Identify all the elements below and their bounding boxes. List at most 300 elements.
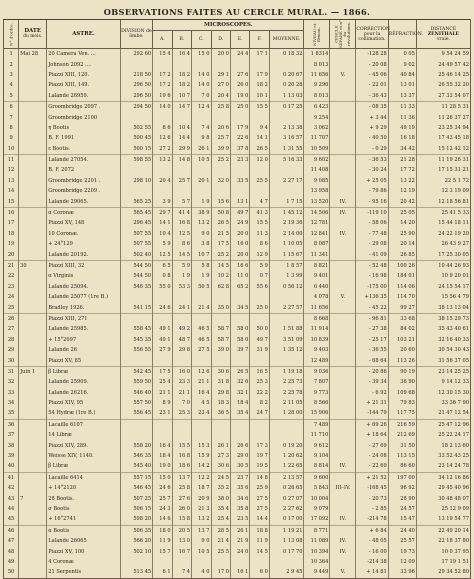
cell-astre: η Bootis bbox=[47, 123, 121, 133]
cell-date bbox=[19, 302, 47, 313]
cell-mic-b: 18 2 bbox=[172, 80, 191, 90]
cell-mic-a: 6 1 bbox=[153, 567, 172, 578]
cell-moyenne: 1 28 00 bbox=[269, 408, 304, 419]
cell-date bbox=[19, 419, 47, 430]
cell-moyenne: 1 19 18 bbox=[269, 366, 304, 377]
cell-mic-c: 21 3 bbox=[192, 504, 211, 514]
cell-cercle bbox=[330, 430, 356, 440]
cell-refraction: 17 72 bbox=[388, 165, 416, 175]
cell-mic-b bbox=[172, 419, 191, 430]
cell-collimation: - 20 08 bbox=[356, 59, 388, 69]
header-mic-f: F. bbox=[250, 31, 269, 49]
cell-mic-e: 26 6 bbox=[230, 440, 249, 450]
cell-mic-b: 21 1 bbox=[172, 388, 191, 398]
cell-date bbox=[19, 440, 47, 450]
cell-mic-c: 1 9 bbox=[192, 271, 211, 281]
cell-mic-b: 14 7 bbox=[172, 101, 191, 112]
cell-division: 507 55 bbox=[120, 229, 152, 239]
cell-distance: 13 19 54 77 bbox=[416, 514, 470, 525]
cell-astre: + 16°2741 bbox=[47, 514, 121, 525]
cell-division: 546 45 bbox=[120, 483, 152, 493]
cell-division: 296 45 bbox=[120, 218, 152, 228]
cell-refraction: 184 01 bbox=[388, 271, 416, 281]
cell-collimation: + 6 84 bbox=[356, 525, 388, 536]
cell-mic-a: 27 2 bbox=[153, 144, 172, 155]
cell-mic-e bbox=[230, 292, 249, 302]
cell-refraction: 96 92 bbox=[388, 483, 416, 493]
table-row bbox=[4, 133, 471, 143]
cell-astre: Lalande 20192. bbox=[47, 249, 121, 260]
cell-mic-c: 20 9 bbox=[192, 493, 211, 503]
header-mic-a: A. bbox=[153, 31, 172, 49]
cell-division bbox=[120, 313, 152, 324]
cell-refraction: 100 26 bbox=[388, 260, 416, 271]
cell-mic-e bbox=[230, 419, 249, 430]
cell-mic-f: 41 3 bbox=[250, 207, 269, 218]
cell-distance: 22 18 37 80 bbox=[416, 536, 470, 546]
cell-mic-c: 7 4 bbox=[192, 123, 211, 133]
cell-moyenne: 1 51 88 bbox=[269, 324, 304, 334]
table-row bbox=[4, 260, 471, 271]
cell-refraction: 16 18 bbox=[388, 133, 416, 143]
table-row bbox=[4, 239, 471, 249]
cell-mic-e: 20 0 bbox=[230, 249, 249, 260]
cell-date bbox=[19, 345, 47, 355]
cell-niveau: 8 013 bbox=[304, 59, 330, 69]
cell-niveau: 9 085 bbox=[304, 176, 330, 186]
cell-cercle bbox=[330, 176, 356, 186]
cell-mic-e: 35 8 bbox=[230, 504, 249, 514]
cell-mic-d bbox=[211, 419, 230, 430]
cell-refraction: 21 28 bbox=[388, 154, 416, 165]
cell-mic-c: 16 4 bbox=[192, 388, 211, 398]
cell-collimation: - 6 92 bbox=[356, 388, 388, 398]
header-zenithale-label: ZÉNITHALE bbox=[427, 31, 460, 37]
cell-astre: Piazzi XIII, 32 bbox=[47, 260, 121, 271]
cell-niveau: 8 814 bbox=[304, 461, 330, 472]
cell-niveau: 11 707 bbox=[304, 133, 330, 143]
cell-ordre: 18 bbox=[4, 229, 19, 239]
cell-division bbox=[120, 112, 152, 122]
cell-mic-e: 65 2 bbox=[230, 282, 249, 292]
cell-cercle bbox=[330, 282, 356, 292]
cell-niveau: 7 807 bbox=[304, 377, 330, 387]
cell-mic-f: 18 8 bbox=[250, 525, 269, 536]
cell-mic-b: 15 5 bbox=[172, 440, 191, 450]
cell-ordre: 49 bbox=[4, 557, 19, 567]
cell-refraction: 13 37 bbox=[388, 91, 416, 102]
cell-ordre: 23 bbox=[4, 282, 19, 292]
cell-mic-b: 18 2 bbox=[172, 70, 191, 80]
cell-astre: Lalande 26065 bbox=[47, 536, 121, 546]
cell-division: 558 45 bbox=[120, 324, 152, 334]
cell-mic-f: 6 0 bbox=[250, 567, 269, 578]
cell-refraction: 14 20 bbox=[388, 218, 416, 228]
table-row bbox=[4, 91, 471, 102]
cell-distance: 9 54 24 59 bbox=[416, 49, 470, 60]
cell-mic-a: 12 6 bbox=[153, 133, 172, 143]
cell-mic-c: 4 0 bbox=[192, 567, 211, 578]
cell-mic-b: 14 8 bbox=[172, 154, 191, 165]
cell-moyenne: 2 25 73 bbox=[269, 377, 304, 387]
cell-moyenne: 0 27 07 bbox=[269, 493, 304, 503]
cell-distance: 29 45 40 96 bbox=[416, 483, 470, 493]
cell-mic-d: 21 5 bbox=[211, 229, 230, 239]
cell-cercle bbox=[330, 239, 356, 249]
cell-collimation: + 3 44 bbox=[356, 112, 388, 122]
cell-mic-e: 34 6 bbox=[230, 493, 249, 503]
cell-niveau: 9 290 bbox=[304, 80, 330, 90]
cell-refraction: 86 60 bbox=[388, 461, 416, 472]
observations-table bbox=[3, 19, 471, 579]
cell-mic-a: 11 9 bbox=[153, 536, 172, 546]
header-collimation: CORRECTION pour la collimation. bbox=[356, 20, 388, 49]
cell-mic-f: 12 9 bbox=[250, 249, 269, 260]
cell-mic-f: 22 2 bbox=[250, 388, 269, 398]
cell-date bbox=[19, 165, 47, 175]
cell-cercle bbox=[330, 112, 356, 122]
cell-mic-d: 27 0 bbox=[211, 80, 230, 90]
cell-mic-d: 58 7 bbox=[211, 324, 230, 334]
header-distance-label: DISTANCE bbox=[430, 26, 457, 32]
cell-mic-f: 49 7 bbox=[250, 335, 269, 345]
table-row bbox=[4, 536, 471, 546]
cell-distance: 25 46 14 25 bbox=[416, 70, 470, 80]
cell-cercle bbox=[330, 398, 356, 408]
cell-mic-a: 6 5 bbox=[153, 260, 172, 271]
cell-division: 545 40 bbox=[120, 461, 152, 472]
cell-mic-a: 14 0 bbox=[153, 101, 172, 112]
cell-mic-a bbox=[153, 430, 172, 440]
cell-mic-c bbox=[192, 59, 211, 69]
cell-niveau: 13 520 bbox=[304, 196, 330, 207]
cell-mic-a: 20 4 bbox=[153, 176, 172, 186]
cell-mic-b bbox=[172, 313, 191, 324]
cell-collimation: + 14 81 bbox=[356, 567, 388, 578]
cell-mic-e: 32 1 bbox=[230, 388, 249, 398]
cell-refraction: 25 57 bbox=[388, 536, 416, 546]
cell-distance: 33 52 43 25 bbox=[416, 451, 470, 461]
page-title: OBSERVATIONS FAITES AU CERCLE MURAL. — 1866. bbox=[103, 7, 371, 17]
cell-distance: 11 26 37 27 bbox=[416, 112, 470, 122]
cell-mic-f: 17 3 bbox=[250, 440, 269, 450]
table-row bbox=[4, 229, 471, 239]
cell-collimation: - 16 00 bbox=[356, 546, 388, 556]
cell-mic-b bbox=[172, 59, 191, 69]
header-date-label: DATE bbox=[24, 28, 42, 34]
cell-distance: 10 44 26 93 bbox=[416, 260, 470, 271]
cell-cercle bbox=[330, 101, 356, 112]
cell-moyenne: 1 13 03 bbox=[269, 91, 304, 102]
cell-niveau: 9 600 bbox=[304, 472, 330, 483]
table-row bbox=[4, 176, 471, 186]
cell-mic-e: 58 0 bbox=[230, 335, 249, 345]
cell-astre: 14 Libræ bbox=[47, 430, 121, 440]
cell-ordre: 38 bbox=[4, 440, 19, 450]
cell-date bbox=[19, 355, 47, 366]
cell-mic-d: 25 2 bbox=[211, 154, 230, 165]
cell-moyenne bbox=[269, 165, 304, 175]
cell-cercle bbox=[330, 440, 356, 450]
cell-mic-b: 16 8 bbox=[172, 451, 191, 461]
cell-mic-d: 15 6 bbox=[211, 196, 230, 207]
cell-astre: 20 Camera Ven. ... bbox=[47, 49, 121, 60]
cell-cercle bbox=[330, 302, 356, 313]
cell-astre: 28 Bootis. bbox=[47, 493, 121, 503]
table-row bbox=[4, 218, 471, 228]
cell-division bbox=[120, 292, 152, 302]
cell-collimation: -119 10 bbox=[356, 207, 388, 218]
cell-mic-a: 18 4 bbox=[153, 451, 172, 461]
cell-ordre: 45 bbox=[4, 514, 19, 525]
cell-astre: Piazzi XIII, 120. bbox=[47, 70, 121, 80]
cell-distance: 21 47 12 54 bbox=[416, 408, 470, 419]
cell-cercle: III–IV. bbox=[330, 483, 356, 493]
table-row bbox=[4, 313, 471, 324]
cell-mic-b: 13 7 bbox=[172, 472, 191, 483]
cell-niveau: 3 062 bbox=[304, 123, 330, 133]
cell-mic-d: 20 4 bbox=[211, 91, 230, 102]
cell-mic-c: 14 0 bbox=[192, 80, 211, 90]
cell-moyenne: 0 17 25 bbox=[269, 101, 304, 112]
cell-division: 296 50 bbox=[120, 91, 152, 102]
cell-niveau: 9 773 bbox=[304, 388, 330, 398]
cell-mic-b: 26 0 bbox=[172, 504, 191, 514]
cell-mic-e bbox=[230, 557, 249, 567]
cell-distance: 25 47 12 96 bbox=[416, 419, 470, 430]
cell-ordre: 32 bbox=[4, 377, 19, 387]
cell-mic-f: 25 9 bbox=[250, 483, 269, 493]
cell-niveau: 13 958 bbox=[304, 186, 330, 196]
cell-mic-a bbox=[153, 557, 172, 567]
cell-mic-f: 25 5 bbox=[250, 176, 269, 186]
cell-mic-f bbox=[250, 313, 269, 324]
cell-collimation: - 20 73 bbox=[356, 493, 388, 503]
cell-astre: Lalande 26959. bbox=[47, 91, 121, 102]
cell-division: 513 45 bbox=[120, 567, 152, 578]
cell-mic-e: 13 1 bbox=[230, 196, 249, 207]
cell-astre: Groombridge 2209 . bbox=[47, 186, 121, 196]
cell-collimation: - 29 08 bbox=[356, 239, 388, 249]
table-row bbox=[4, 154, 471, 165]
cell-mic-d: 17 5 bbox=[211, 239, 230, 249]
cell-mic-b: 25 7 bbox=[172, 176, 191, 186]
cell-mic-c: 12 4 bbox=[192, 101, 211, 112]
cell-niveau: 12 781 bbox=[304, 218, 330, 228]
cell-astre: Piazzi XIII, 271 bbox=[47, 313, 121, 324]
header-date bbox=[19, 20, 47, 49]
cell-distance: 17 15 31 21 bbox=[416, 165, 470, 175]
cell-niveau: 10 509 bbox=[304, 144, 330, 155]
cell-astre: Lacaille 6414 bbox=[47, 472, 121, 483]
cell-date bbox=[19, 207, 47, 218]
cell-astre: Lalande 26216. bbox=[47, 388, 121, 398]
cell-mic-e: 18 4 bbox=[230, 398, 249, 408]
cell-cercle: V. bbox=[330, 70, 356, 80]
cell-date bbox=[19, 186, 47, 196]
cell-mic-d: 25 4 bbox=[211, 514, 230, 525]
cell-moyenne bbox=[269, 59, 304, 69]
cell-mic-d: 14 5 bbox=[211, 260, 230, 271]
cell-date bbox=[19, 59, 47, 69]
cell-ordre: 13 bbox=[4, 176, 19, 186]
cell-cercle bbox=[330, 271, 356, 281]
table-row bbox=[4, 440, 471, 450]
cell-ordre: 17 bbox=[4, 218, 19, 228]
cell-mic-b: 16 8 bbox=[172, 218, 191, 228]
cell-date bbox=[19, 514, 47, 525]
cell-astre: ε Bootis. bbox=[47, 144, 121, 155]
cell-mic-b: 49 2 bbox=[172, 324, 191, 334]
cell-mic-c: 20 1 bbox=[192, 176, 211, 186]
cell-moyenne: 2 27 57 bbox=[269, 302, 304, 313]
cell-refraction: 33 96 bbox=[388, 567, 416, 578]
cell-ordre: 2 bbox=[4, 59, 19, 69]
cell-mic-c: 26 1 bbox=[192, 144, 211, 155]
cell-refraction: 20 14 bbox=[388, 239, 416, 249]
cell-mic-b: 8 6 bbox=[172, 239, 191, 249]
header-microscopes: MICROSCOPES. bbox=[153, 20, 304, 31]
cell-mic-f: 5 9 bbox=[250, 260, 269, 271]
cell-mic-a: 17 2 bbox=[153, 80, 172, 90]
cell-mic-a: 15 7 bbox=[153, 546, 172, 556]
cell-collimation: - 0 29 bbox=[356, 144, 388, 155]
cell-mic-f: 14 5 bbox=[250, 546, 269, 556]
cell-division: 565 25 bbox=[120, 196, 152, 207]
cell-date: 7 bbox=[19, 493, 47, 503]
cell-division: 506 35 bbox=[120, 525, 152, 536]
cell-ordre: 50 bbox=[4, 567, 19, 578]
cell-ordre: 24 bbox=[4, 292, 19, 302]
cell-astre: Groombridge 2201 . bbox=[47, 176, 121, 186]
cell-moyenne: 3 51 09 bbox=[269, 335, 304, 345]
cell-mic-b bbox=[172, 292, 191, 302]
cell-collimation: -144 79 bbox=[356, 408, 388, 419]
cell-mic-b: 10 7 bbox=[172, 91, 191, 102]
cell-date bbox=[19, 483, 47, 493]
cell-mic-b: 16 0 bbox=[172, 366, 191, 377]
cell-ordre: 44 bbox=[4, 504, 19, 514]
cell-mic-e: 24 9 bbox=[230, 218, 249, 228]
cell-moyenne: 2 25 78 bbox=[269, 388, 304, 398]
cell-division: 557 50 bbox=[120, 398, 152, 408]
cell-refraction: 25 05 bbox=[388, 207, 416, 218]
cell-astre: Piazzi XV, 100 bbox=[47, 546, 121, 556]
cell-division: 557 15 bbox=[120, 472, 152, 483]
cell-ordre: 10 bbox=[4, 144, 19, 155]
cell-mic-c bbox=[192, 419, 211, 430]
cell-ordre: 46 bbox=[4, 525, 19, 536]
cell-collimation: - 41 09 bbox=[356, 249, 388, 260]
cell-mic-a: 29 7 bbox=[153, 207, 172, 218]
header-cercle: CERCLE SÉPARÉ et n° du révolutions. bbox=[330, 20, 356, 49]
cell-cercle bbox=[330, 408, 356, 419]
cell-mic-a bbox=[153, 186, 172, 196]
cell-date bbox=[19, 80, 47, 90]
cell-mic-d: 29 1 bbox=[211, 70, 230, 80]
cell-division: 502 55 bbox=[120, 123, 152, 133]
cell-mic-b bbox=[172, 112, 191, 122]
cell-moyenne: 1 45 12 bbox=[269, 207, 304, 218]
cell-astre: Lalande 25077 (1re B.) bbox=[47, 292, 121, 302]
cell-moyenne: 1 10 05 bbox=[269, 239, 304, 249]
cell-moyenne: 1 15 67 bbox=[269, 249, 304, 260]
cell-mic-b: 24 1 bbox=[172, 302, 191, 313]
cell-mic-e: 23 3 bbox=[230, 154, 249, 165]
cell-mic-c: 27 5 bbox=[192, 345, 211, 355]
cell-mic-a: 12 5 bbox=[153, 249, 172, 260]
cell-mic-a: 49 1 bbox=[153, 324, 172, 334]
cell-mic-c bbox=[192, 430, 211, 440]
cell-mic-c: 12 2 bbox=[192, 472, 211, 483]
cell-mic-b bbox=[172, 165, 191, 175]
table-row bbox=[4, 49, 471, 60]
cell-astre: Lacaille 6107 bbox=[47, 419, 121, 430]
cell-mic-d: 39 9 bbox=[211, 144, 230, 155]
cell-mic-b: 29 8 bbox=[172, 345, 191, 355]
cell-cercle bbox=[330, 345, 356, 355]
cell-division: 507 55 bbox=[120, 239, 152, 249]
cell-cercle bbox=[330, 388, 356, 398]
cell-collimation: -214 78 bbox=[356, 514, 388, 525]
cell-mic-a: 3 9 bbox=[153, 196, 172, 207]
cell-mic-a: 14 6 bbox=[153, 514, 172, 525]
cell-niveau: 8 566 bbox=[304, 398, 330, 408]
cell-ordre: 41 bbox=[4, 472, 19, 483]
cell-mic-a: 8 6 bbox=[153, 123, 172, 133]
cell-mic-c bbox=[192, 313, 211, 324]
cell-collimation: -214 38 bbox=[356, 557, 388, 567]
cell-collimation: - 08 35 bbox=[356, 101, 388, 112]
cell-mic-e: 16 6 bbox=[230, 260, 249, 271]
cell-mic-c bbox=[192, 112, 211, 122]
cell-mic-f: 19 7 bbox=[250, 451, 269, 461]
cell-moyenne: 1 31 55 bbox=[269, 144, 304, 155]
cell-cercle bbox=[330, 144, 356, 155]
cell-distance: 31 56 37 05 bbox=[416, 355, 470, 366]
cell-date bbox=[19, 461, 47, 472]
cell-ordre: 29 bbox=[4, 345, 19, 355]
cell-refraction: 79 83 bbox=[388, 398, 416, 408]
cell-mic-d bbox=[211, 430, 230, 440]
cell-mic-f: 15 5 bbox=[250, 101, 269, 112]
cell-niveau: 11 089 bbox=[304, 536, 330, 546]
table-row bbox=[4, 546, 471, 556]
cell-refraction: 20 60 bbox=[388, 345, 416, 355]
cell-collimation: - 96 81 bbox=[356, 313, 388, 324]
table-row bbox=[4, 377, 471, 387]
cell-collimation: - 27 69 bbox=[356, 440, 388, 450]
cell-mic-a: 15 0 bbox=[153, 472, 172, 483]
header-division: DIVISION de limbe. bbox=[120, 20, 152, 49]
cell-date bbox=[19, 398, 47, 408]
cell-mic-d: 50 8 bbox=[211, 207, 230, 218]
cell-division bbox=[120, 59, 152, 69]
cell-cercle bbox=[330, 557, 356, 567]
cell-distance: 15 56 4 79 bbox=[416, 292, 470, 302]
cell-mic-b: 53 3 bbox=[172, 282, 191, 292]
cell-distance: 23 25 34 94 bbox=[416, 123, 470, 133]
cell-date bbox=[19, 536, 47, 546]
cell-mic-e: 24 4 bbox=[230, 49, 249, 60]
cell-moyenne: 1 3 99 bbox=[269, 271, 304, 281]
cell-division: 559 50 bbox=[120, 377, 152, 387]
cell-ordre: 25 bbox=[4, 302, 19, 313]
cell-mic-b: 48 7 bbox=[172, 335, 191, 345]
cell-cercle: IV. bbox=[330, 207, 356, 218]
cell-date bbox=[19, 123, 47, 133]
cell-mic-a: 24 3 bbox=[153, 504, 172, 514]
